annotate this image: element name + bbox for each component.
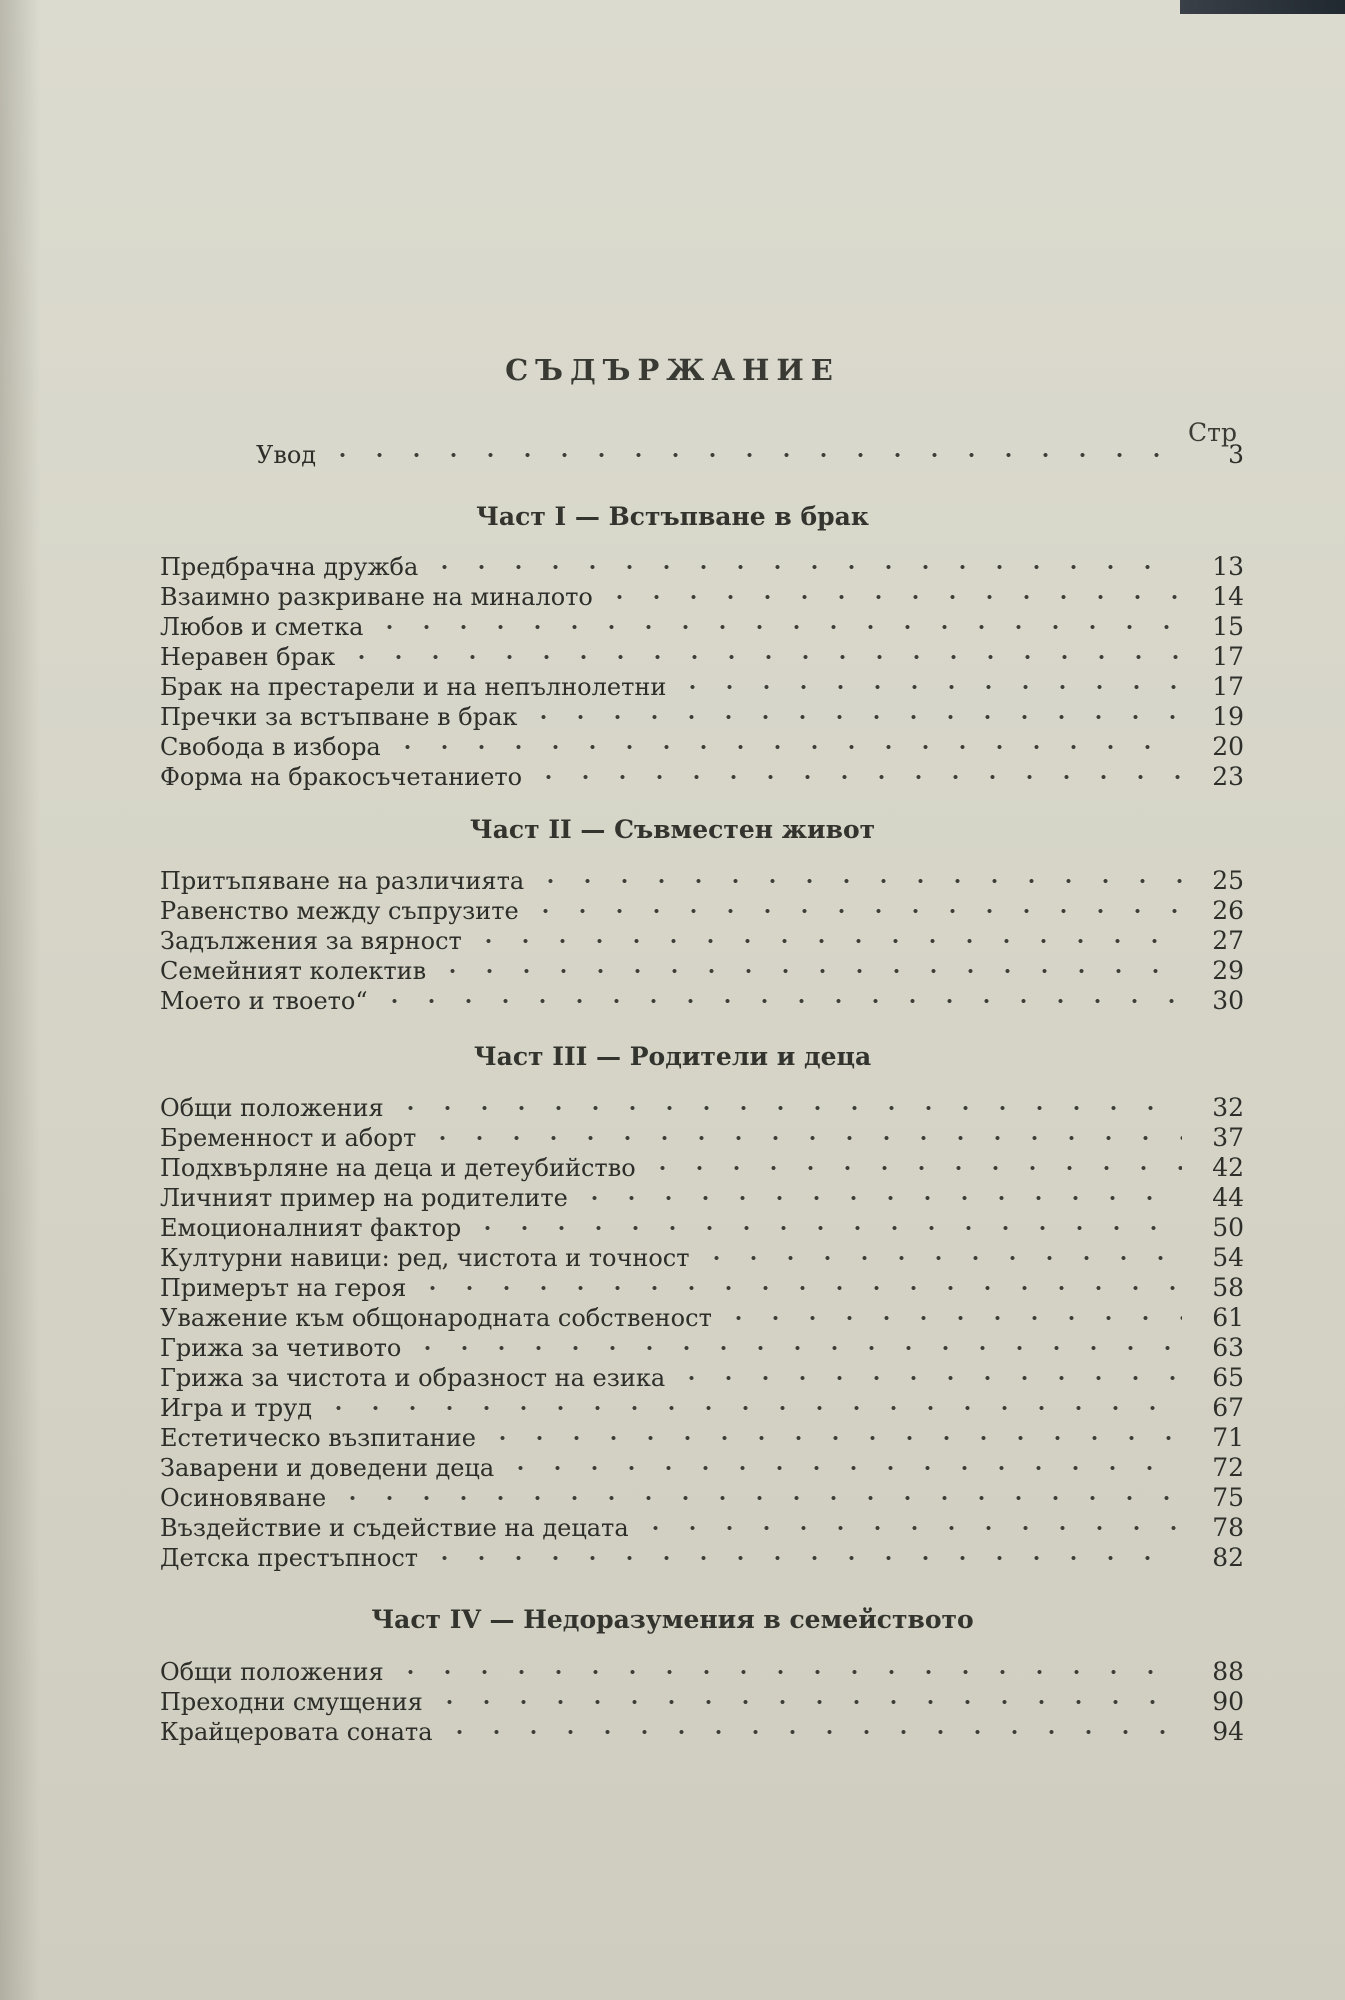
toc-entry-page: 58 (1212, 1273, 1244, 1302)
toc-entry-page: 44 (1212, 1183, 1244, 1212)
toc-entry (160, 1423, 1244, 1453)
toc-entry-page: 75 (1212, 1483, 1244, 1512)
toc-entry-page: 32 (1212, 1093, 1244, 1122)
toc-entry-title: Детска престъпност (160, 1544, 419, 1572)
toc-entry-title: Игра и труд (160, 1394, 312, 1422)
toc-entry (160, 1303, 1244, 1333)
toc-entry (160, 1717, 1244, 1747)
toc-entry-title: Уважение към общонародната собственост (160, 1304, 712, 1332)
toc-entry-title: Любов и сметка (160, 613, 364, 641)
toc-entry-page: 71 (1212, 1423, 1244, 1452)
dot-leader (376, 999, 1182, 1003)
dot-leader (343, 655, 1182, 659)
toc-entry-page: 14 (1212, 582, 1244, 611)
toc-entry-page: 88 (1212, 1657, 1244, 1686)
toc-entry (160, 1483, 1244, 1513)
dot-leader (673, 1376, 1182, 1380)
toc-entry (160, 1273, 1244, 1303)
toc-entry-page: 90 (1212, 1687, 1244, 1716)
dot-leader (601, 595, 1182, 599)
toc-entry (160, 1687, 1244, 1717)
part-1-title: Част I — Встъпване в брак (476, 502, 869, 531)
dot-leader (426, 565, 1182, 569)
toc-entry-page: 63 (1212, 1333, 1244, 1362)
toc-entry-title: Притъпяване на различията (160, 867, 525, 895)
dot-leader (409, 1346, 1182, 1350)
toc-entry (160, 1153, 1244, 1183)
toc-entry-page: 15 (1212, 612, 1244, 641)
dot-leader (320, 1406, 1182, 1410)
toc-entry-title: Крайцеровата соната (160, 1718, 433, 1746)
toc-entry-title: Емоционалният фактор (160, 1214, 462, 1242)
toc-entry-page: 50 (1212, 1213, 1244, 1242)
toc-entry (160, 612, 1244, 642)
toc-entry-title: Грижа за четивото (160, 1334, 402, 1362)
toc-entry-page: 29 (1212, 956, 1244, 985)
toc-entry (160, 1393, 1244, 1423)
toc-entry-page: 61 (1212, 1303, 1244, 1332)
toc-entry (160, 926, 1244, 956)
dot-leader (371, 625, 1182, 629)
toc-entry-title: Увод (256, 441, 317, 469)
dot-leader (530, 775, 1182, 779)
toc-entry (160, 582, 1244, 612)
toc-entry-page: 27 (1212, 926, 1244, 955)
toc-entry-page: 94 (1212, 1717, 1244, 1746)
dot-leader (484, 1436, 1182, 1440)
toc-entry (160, 1543, 1244, 1573)
toc-entry-title: Примерът на героя (160, 1274, 407, 1302)
toc-entry (160, 1513, 1244, 1543)
toc-entry (160, 762, 1244, 792)
toc-entry-title: Равенство между съпрузите (160, 897, 519, 925)
toc-entry-page: 19 (1212, 702, 1244, 731)
toc-entry-title: Свобода в избора (160, 733, 381, 761)
dot-leader (469, 1226, 1182, 1230)
toc-entry-title: Преходни смущения (160, 1688, 423, 1716)
toc-entry (160, 1123, 1244, 1153)
toc-entry-page: 54 (1212, 1243, 1244, 1272)
toc-entry (160, 1243, 1244, 1273)
dot-leader (576, 1196, 1182, 1200)
toc-entry-page: 13 (1212, 552, 1244, 581)
dot-leader (720, 1316, 1182, 1320)
toc-entry-page: 42 (1212, 1153, 1244, 1182)
part-2-title: Част II — Съвместен живот (469, 815, 876, 844)
toc-entry-title: Въздействие и съдействие на децата (160, 1514, 629, 1542)
toc-entry-title: Естетическо възпитание (160, 1424, 476, 1452)
dot-leader (502, 1466, 1182, 1470)
dot-leader (470, 939, 1182, 943)
toc-entry-title: Културни навици: ред, чистота и точност (160, 1244, 690, 1272)
toc-entry (160, 1333, 1244, 1363)
toc-entry (160, 702, 1244, 732)
toc-entry (160, 642, 1244, 672)
toc-entry-page: 26 (1212, 896, 1244, 925)
dot-leader (414, 1286, 1182, 1290)
toc-entry-title: Заварени и доведени деца (160, 1454, 495, 1482)
toc-entry-page: 20 (1212, 732, 1244, 761)
toc-entry-page: 25 (1212, 866, 1244, 895)
toc-entry-page: 3 (1228, 440, 1244, 469)
toc-entry (160, 672, 1244, 702)
toc-entry-title: Общи положения (160, 1658, 384, 1686)
page-column-label: Стр (1188, 418, 1237, 447)
toc-entry (160, 1363, 1244, 1393)
toc-entry-page: 82 (1212, 1543, 1244, 1572)
toc-entry (160, 1453, 1244, 1483)
toc-entry (160, 1093, 1244, 1123)
dot-leader (434, 969, 1182, 973)
toc-entry-page: 17 (1212, 672, 1244, 701)
dot-leader (431, 1700, 1182, 1704)
dot-leader (527, 909, 1182, 913)
dot-leader (644, 1166, 1182, 1170)
toc-entry-title: Неравен брак (160, 643, 336, 671)
toc-entry (160, 866, 1244, 896)
toc-entry-title: Предбрачна дружба (160, 553, 419, 581)
toc-entry (160, 1657, 1244, 1687)
dot-leader (334, 1496, 1182, 1500)
toc-entry-title: Семейният колектив (160, 957, 427, 985)
toc-entry (160, 1213, 1244, 1243)
toc-entry (160, 986, 1244, 1016)
dot-leader (441, 1730, 1182, 1734)
toc-entry-title: Осиновяване (160, 1484, 327, 1512)
dot-leader (426, 1556, 1182, 1560)
page-edge-shadow (0, 0, 40, 2000)
dot-leader (392, 1106, 1182, 1110)
toc-entry (160, 732, 1244, 762)
part-4-title: Част IV — Недоразумения в семейството (371, 1605, 974, 1634)
toc-entry-intro (256, 440, 1244, 470)
toc-entry (160, 896, 1244, 926)
dot-leader (424, 1136, 1182, 1140)
toc-entry-page: 17 (1212, 642, 1244, 671)
toc-entry-page: 23 (1212, 762, 1244, 791)
toc-entry-page: 37 (1212, 1123, 1244, 1152)
toc-entry-title: Пречки за встъпване в брак (160, 703, 518, 731)
toc-entry (160, 552, 1244, 582)
toc-entry (160, 1183, 1244, 1213)
toc-entry-title: Задължения за вярност (160, 927, 462, 955)
toc-entry-title: Общи положения (160, 1094, 384, 1122)
dot-leader (637, 1526, 1182, 1530)
dot-leader (525, 715, 1182, 719)
dot-leader (324, 453, 1182, 457)
dot-leader (389, 745, 1182, 749)
toc-entry-page: 67 (1212, 1393, 1244, 1422)
toc-entry-title: Взаимно разкриване на миналото (160, 583, 593, 611)
contents-heading: СЪДЪРЖАНИЕ (505, 353, 840, 387)
toc-entry-page: 78 (1212, 1513, 1244, 1542)
dot-leader (698, 1256, 1182, 1260)
toc-entry-title: Моето и твоето“ (160, 987, 368, 1015)
toc-entry-title: Грижа за чистота и образност на езика (160, 1364, 666, 1392)
toc-entry-title: Брак на престарели и на непълнолетни (160, 673, 667, 701)
part-3-title: Част III — Родители и деца (473, 1042, 872, 1071)
background-corner (1180, 0, 1345, 14)
toc-entry-title: Форма на бракосъчетанието (160, 763, 523, 791)
toc-entry-title: Личният пример на родителите (160, 1184, 568, 1212)
toc-entry-page: 30 (1212, 986, 1244, 1015)
toc-entry-title: Бременност и аборт (160, 1124, 417, 1152)
dot-leader (674, 685, 1182, 689)
toc-entry-title: Подхвърляне на деца и детеубийство (160, 1154, 636, 1182)
toc-entry-page: 72 (1212, 1453, 1244, 1482)
dot-leader (532, 879, 1182, 883)
dot-leader (392, 1670, 1182, 1674)
toc-entry (160, 956, 1244, 986)
toc-entry-page: 65 (1212, 1363, 1244, 1392)
